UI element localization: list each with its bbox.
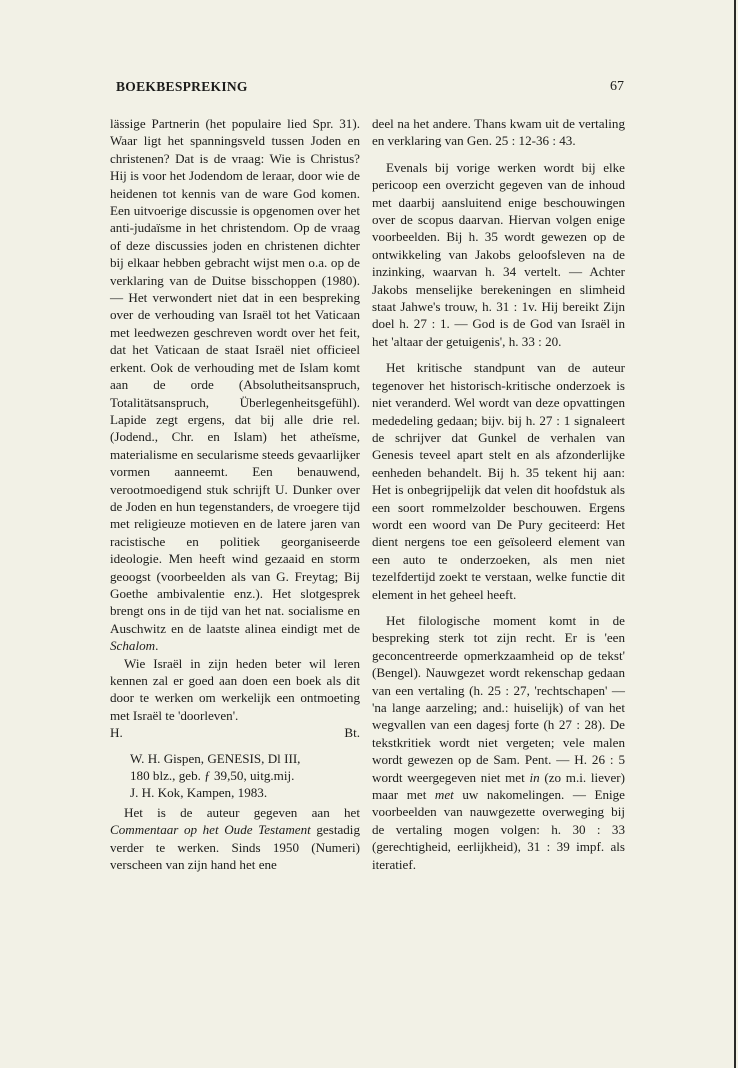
- italic-text: Schalom: [110, 638, 156, 654]
- right-paragraph-1: deel na het andere. Thans kwam uit de vertaling en verklaring van Gen. 25 : 12-36 : 43.: [372, 116, 625, 149]
- page-number: 67: [610, 79, 624, 94]
- right-paragraph-4: [372, 612, 625, 873]
- right-paragraph-2: Evenals bij vorige werken wordt bij elke pericoop een overzicht gegeven van de inhoud met daarbij aansluitend enige beschouwingen over de scopus daarvan. Hiervan volgen enige voorbeelden. Bij h. 35 wordt gewezen op de ontwikkeling van Jakobs geloofsleven na de inzinking, waarvan h. 34 vertelt. — Achter Jakobs menselijke berekeningen en slimheid staat Jahwe's trouw, h. 31 : 1v. Hij bereikt Zijn doel h. 27 : 1. — God is de God van Israël in het 'altaar der getuigenis', h. 33 : 20.: [372, 159, 625, 349]
- text-run: .: [155, 638, 159, 654]
- text-run: lässige Partnerin (het populaire lied Spr. 31). Waar ligt het spanningsveld tussen Joden en christenen? Dat is de vraag: Wie is Christus? Hij is voor het Jodendom de leraar, door wie de heidenen tot kennis van de ware God komen. Een uitvoerige discussie is opgenomen over het anti-judaïsme in het christendom. Op de vraag of deze discussies joden en christenen dichter bij elkaar hebben gebracht wijst men o.a. op de verklaring van de Duitse bisschoppen (1980). — Het verwondert niet dat in een bespreking over de verhouding van Israël tot het Vaticaan met leedwezen geschreven wordt over het feit, dat het Vaticaan de staat Israël niet officieel erkent. Ook de verhouding met de Islam komt aan de orde (Absolutheitsanspruch, Totalitätsanspruch, Überlegenheitsgefühl). Lapide zegt ergens, dat bij alle drie rel. (Jodend., Chr. en Islam) het atheïsme, materialisme en secularisme steeds gevaarlijker vormen aanneemt. Een benauwend, verootmoedigend stuk schrijft U. Dunker over de Joden en hun tegenstanders, de vroegere tijd met religieuze motieven en de latere jaren van racistische en politiek georganiseerde ideologie. Men heeft wind gezaaid en storm geoogst (voorbeelden als van G. Freytag; Bij Goethe ambivalentie enz.). Het slotgesprek brengt ons in de tijd van het nat. socialisme en Auschwitz en de laatste alinea eindigt met de: [110, 116, 360, 636]
- left-paragraph-2: Wie Israël in zijn heden beter wil leren kennen zal er goed aan doen een boek als dit door te werken om werkelijk een ontmoeting met Israël te 'doorleven'.: [110, 655, 360, 723]
- right-paragraph-3: Het kritische standpunt van de auteur tegenover het historisch-kritische onderzoek is niet veranderd. Wel wordt van deze opvattingen mededeling gedaan; bijv. bij h. 27 : 1 signaleert de schrijver dat Gunkel de verhalen van Genesis teveel apart stelt en als afzonderlijke eenheden behandelt. Bij h. 35 tekent hij aan: Het is onbegrijpelijk dat velen dit hoofdstuk als een soort rommelzolder beschouwen. Ergens wordt een woord van De Pury geciteerd: Het dient nergens toe een geïsoleerd element van een auto te onderzoeken, als men niet tezelfdertijd zoekt te verstaan, welke functie dit element in het geheel heeft.: [372, 360, 625, 602]
- left-column: [110, 115, 360, 873]
- signoff-initial: H.: [110, 725, 123, 741]
- text-run: (zo m.i. liever) maar met: [372, 769, 625, 803]
- text-run: gestadig verder te werken. Sinds 1950 (Numeri) verscheen van zijn hand het ene: [110, 822, 360, 873]
- page-edge: [734, 0, 736, 1068]
- text-run: Het is de auteur gegeven aan het: [124, 804, 360, 820]
- left-paragraph-3: [110, 804, 360, 874]
- review-signoff: [110, 724, 360, 741]
- text-run: uw nakomelingen. — Enige voorbeelden van nauwgezette overweging bij de vertaling mogen volgen: h. 30 : 33 (gerechtigheid, eerlijkheid), 31 : 39 impf. als iteratief.: [372, 787, 625, 872]
- citation-line: 180 blz., geb. ƒ 39,50, uitg.mij.: [130, 768, 295, 784]
- book-citation: [130, 750, 360, 802]
- citation-line: J. H. Kok, Kampen, 1983.: [130, 785, 268, 801]
- text-run: Het filologische moment komt in de bespreking sterk tot zijn recht. Er is 'een geconcentreerde opmerkzaamheid op de tekst' (Bengel). Nauwgezet wordt rekenschap gedaan van een vertaling (h. 25 : 27, 'rechtschapen' — 'na lange aarzeling; and.: huiselijk) of van het wegvallen van een dagesj forte (h 27 : 28). De tekstkritiek wordt niet vergeten; vele malen wordt gewezen op de Sam. Pent. — H. 26 : 5 wordt weergegeven niet met: [372, 612, 625, 785]
- right-column: [372, 115, 625, 873]
- left-paragraph-1: [110, 115, 360, 655]
- citation-line: W. H. Gispen, GENESIS, Dl III,: [130, 750, 301, 766]
- signoff-reviewer: Bt.: [344, 725, 360, 741]
- running-header: [116, 79, 624, 99]
- running-title: BOEKBESPREKING: [116, 79, 248, 94]
- italic-text: in: [529, 769, 540, 785]
- italic-text: met: [434, 787, 454, 803]
- italic-text: Commentaar op het Oude Testament: [110, 822, 311, 838]
